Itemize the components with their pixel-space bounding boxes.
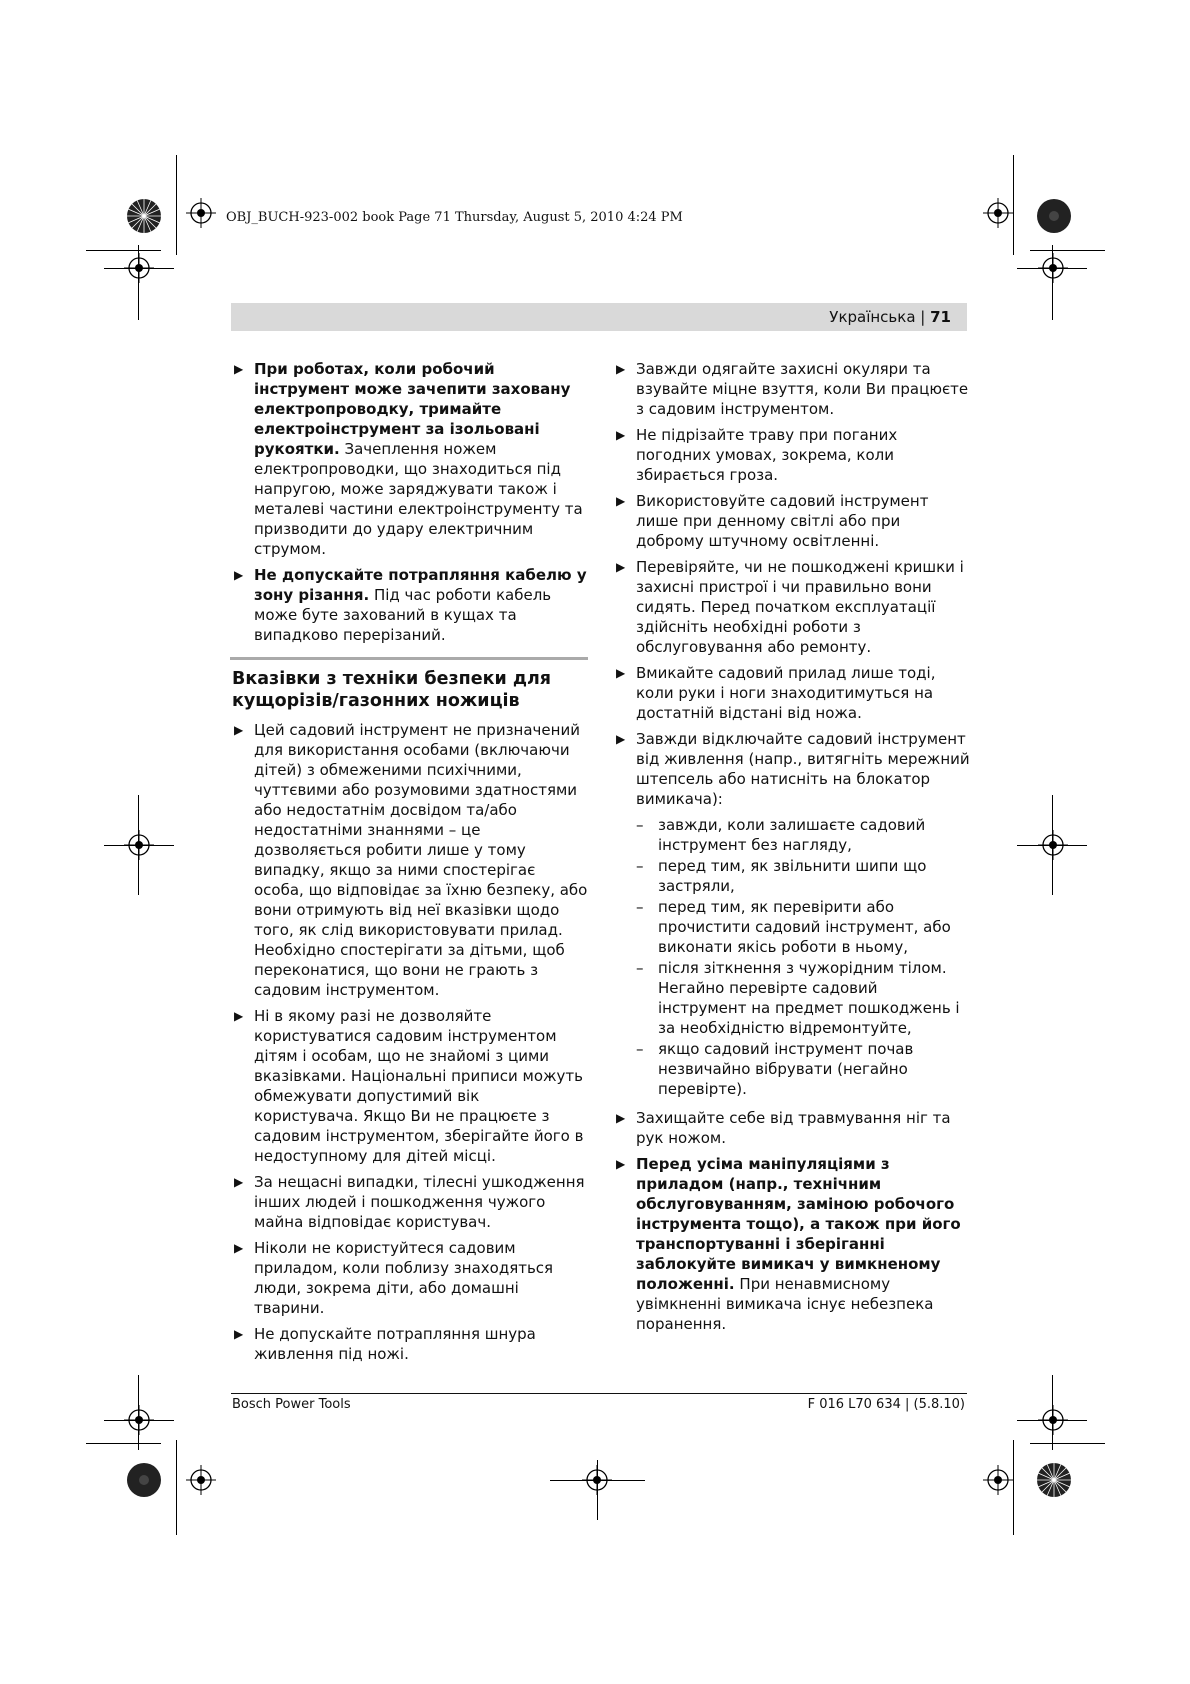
triangle-right-icon: ▶ [234, 1175, 244, 1189]
page-number: 71 [930, 308, 951, 326]
item-text: Використовуйте садовий інструмент лише при денному світлі або при доброму штучному освітленні. [636, 492, 929, 550]
triangle-right-icon: ▶ [234, 723, 244, 737]
registration-target-icon [124, 253, 154, 283]
page-header [231, 303, 967, 331]
triangle-right-icon: ▶ [616, 732, 626, 746]
crop-mark [1013, 1440, 1014, 1535]
list-item [614, 663, 970, 723]
item-bold-text: При роботах, коли робочий інструмент може зачепити заховану електропроводку, тримайте електроінструмент за ізольовані рукоятки. [254, 360, 571, 458]
item-text: Під час роботи кабель може буте захований в кущах та випадково перерізаний. [254, 586, 552, 644]
sub-item-text: завжди, коли залишаєте садовий інструмент без нагляду, [658, 816, 926, 854]
triangle-right-icon: ▶ [616, 428, 626, 442]
list-item [232, 1172, 588, 1232]
dash-marker: – [636, 857, 644, 875]
triangle-right-icon: ▶ [616, 560, 626, 574]
registration-target-icon [124, 830, 154, 860]
print-info: OBJ_BUCH-923-002 book Page 71 Thursday, August 5, 2010 4:24 PM [226, 210, 683, 225]
list-item [614, 359, 970, 419]
header-language: Українська [829, 308, 916, 326]
triangle-right-icon: ▶ [234, 362, 244, 376]
list-item [232, 720, 588, 1000]
header-label [829, 308, 951, 326]
half-tone-disc-icon [126, 1462, 162, 1498]
registration-target-icon [124, 1405, 154, 1435]
item-bold-text: Перед усіма маніпуляціями з приладом (напр., технічним обслуговуванням, заміною робочого інструмента тощо), а також при його транспортуванні і зберіганні заблокуйте вимикач у вимкненому положенні. [636, 1155, 961, 1293]
triangle-right-icon: ▶ [234, 1241, 244, 1255]
list-item [614, 557, 970, 657]
crop-mark [1030, 250, 1105, 251]
crop-mark [176, 1440, 177, 1535]
star-target-icon [126, 198, 162, 234]
dash-marker: – [636, 959, 644, 977]
registration-target-icon [1038, 1405, 1068, 1435]
list-item [232, 359, 588, 559]
triangle-right-icon: ▶ [616, 666, 626, 680]
registration-target-icon [186, 1465, 216, 1495]
item-text: Не допускайте потрапляння шнура живлення під ножі. [254, 1325, 536, 1363]
triangle-right-icon: ▶ [234, 568, 244, 582]
dash-marker: – [636, 1040, 644, 1058]
item-text: Завжди відключайте садовий інструмент від живлення (напр., витягніть мережний штепсель або натисніть на блокатор вимикача): [636, 730, 970, 808]
crop-mark [86, 250, 161, 251]
dash-marker: – [636, 816, 644, 834]
crop-mark [1013, 155, 1014, 255]
sub-list-item [636, 897, 970, 957]
item-text: Захищайте себе від травмування ніг та рук ножом. [636, 1109, 951, 1147]
footer-divider [231, 1393, 967, 1394]
sub-list [614, 815, 970, 1099]
list-item [232, 1238, 588, 1318]
sub-list-item [636, 815, 970, 855]
sub-list-item [636, 856, 970, 896]
item-text: Перевіряйте, чи не пошкоджені кришки і захисні пристрої і чи правильно вони сидять. Перед початком експлуатації здійсніть необхідні роботи з обслуговування або ремонту. [636, 558, 964, 656]
dash-marker: – [636, 898, 644, 916]
list-item [614, 1108, 970, 1148]
item-text: За нещасні випадки, тілесні ушкодження інших людей і пошкодження чужого майна відповідає користувач. [254, 1173, 585, 1231]
registration-target-icon [983, 198, 1013, 228]
triangle-right-icon: ▶ [616, 1157, 626, 1171]
sub-list-item [636, 1039, 970, 1099]
list-item [232, 565, 588, 645]
sub-item-text: перед тим, як звільнити шипи що застряли, [658, 857, 927, 895]
sub-item-text: якщо садовий інструмент почав незвичайно вібрувати (негайно перевірте). [658, 1040, 914, 1098]
list-item [614, 1154, 970, 1334]
item-text: Завжди одягайте захисні окуляри та взувайте міцне взуття, коли Ви працюєте з садовим інструментом. [636, 360, 969, 418]
star-target-icon [1036, 1462, 1072, 1498]
footer-brand: Bosch Power Tools [232, 1397, 351, 1412]
triangle-right-icon: ▶ [616, 362, 626, 376]
list-item [614, 491, 970, 551]
item-text: Не підрізайте траву при поганих погодних умовах, зокрема, коли збирається гроза. [636, 426, 898, 484]
crop-mark [1030, 1443, 1105, 1444]
sub-item-text: перед тим, як перевірити або прочистити садовий інструмент, або виконати якісь роботи в ньому, [658, 898, 951, 956]
list-item [614, 425, 970, 485]
triangle-right-icon: ▶ [234, 1009, 244, 1023]
crop-mark [176, 155, 177, 255]
crop-mark [86, 1443, 161, 1444]
item-text-continued: Необхідно спостерігати за дітьми, щоб переконатися, що вони не грають з садовим інструментом. [254, 941, 565, 999]
item-text: Зачеплення ножем електропроводки, що знаходиться під напругою, може заряджувати також і металеві частини електроінструменту та призводити до удару електричним струмом. [254, 440, 583, 558]
item-text: Ні в якому разі не дозволяйте користуватися садовим інструментом дітям і особам, що не знайомі з цими вказівками. Національні приписи можуть обмежувати допустимий вік користувача. Якщо Ви не працюєте з садовим інструментом, зберігайте його в недоступному для дітей місці. [254, 1007, 584, 1165]
registration-target-icon [983, 1465, 1013, 1495]
triangle-right-icon: ▶ [234, 1327, 244, 1341]
half-tone-disc-icon [1036, 198, 1072, 234]
sub-list-item [636, 958, 970, 1038]
item-text: Ніколи не користуйтеся садовим приладом, коли поблизу знаходяться люди, зокрема діти, або домашні тварини. [254, 1239, 554, 1317]
item-text: При ненавмисному увімкненні вимикача існує небезпека поранення. [636, 1275, 934, 1333]
item-text: Вмикайте садовий прилад лише тоді, коли руки і ноги знаходитимуться на достатній відстані від ножа. [636, 664, 936, 722]
list-item [614, 729, 970, 809]
footer-doc-number: F 016 L70 634 | (5.8.10) [807, 1397, 965, 1412]
right-column [614, 359, 970, 1340]
registration-target-icon [582, 1465, 612, 1495]
registration-target-icon [1038, 830, 1068, 860]
list-item [232, 1324, 588, 1364]
registration-target-icon [1038, 253, 1068, 283]
triangle-right-icon: ▶ [616, 1111, 626, 1125]
sub-item-text: після зіткнення з чужорідним тілом. Негайно перевірте садовий інструмент на предмет пошкоджень і за необхідністю відремонтуйте, [658, 959, 960, 1037]
left-column [232, 359, 588, 1370]
registration-target-icon [186, 198, 216, 228]
triangle-right-icon: ▶ [616, 494, 626, 508]
header-separator: | [915, 308, 931, 326]
list-item [232, 1006, 588, 1166]
section-title: Вказівки з техніки безпеки для кущорізів/газонних ножиців [232, 669, 552, 711]
item-text: Цей садовий інструмент не призначений для використання особами (включаючи дітей) з обмеженими психічними, чуттєвими або розумовими здатностями або недостатнім досвідом та/або недостатніми знаннями – це дозволяється робити лише у тому випадку, якщо за ними спостерігає особа, що відповідає за їхню безпеку, або вони отримують від неї вказівки щодо того, як слід використовувати прилад. [254, 721, 588, 939]
section-divider [230, 657, 588, 660]
item-bold-text: Не допускайте потрапляння кабелю у зону різання. [254, 566, 587, 604]
